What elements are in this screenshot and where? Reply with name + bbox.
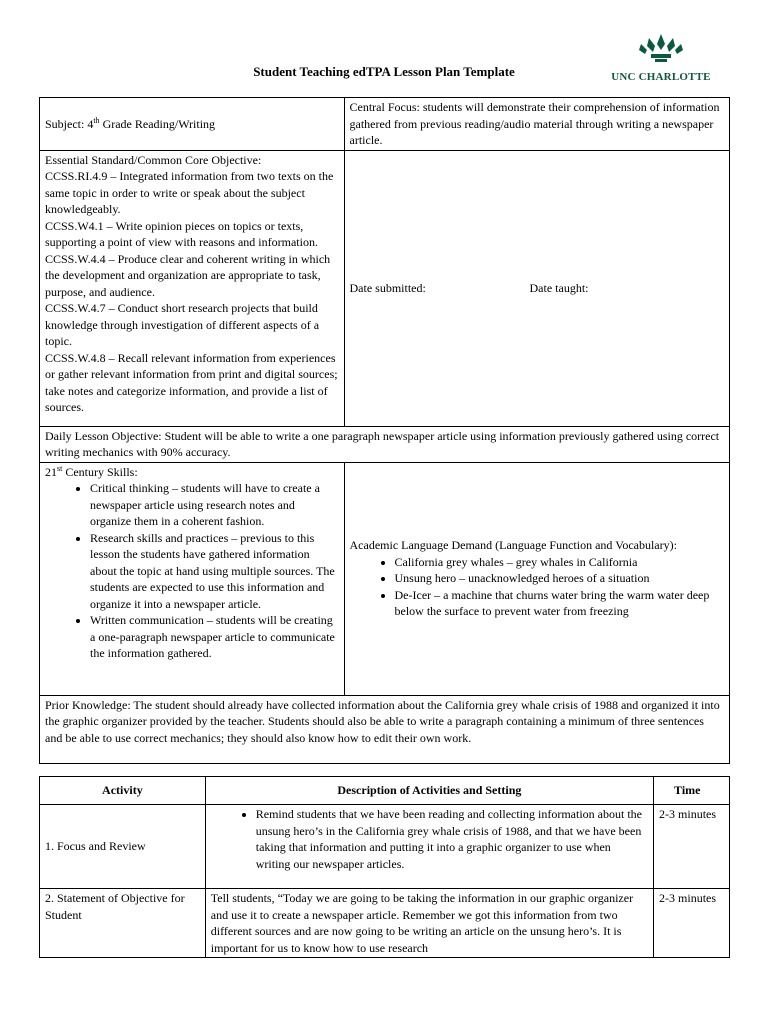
standards-cell	[40, 150, 345, 426]
standard-item: CCSS.W.4.4 – Produce clear and coherent writing in which the development and organization are appropriate to task, purpose, and audience.	[45, 251, 331, 299]
description-header: Description of Activities and Setting	[205, 777, 653, 805]
academic-language-cell	[344, 462, 729, 695]
academic-heading: Academic Language Demand (Language Function and Vocabulary):	[349, 538, 677, 553]
activity-header: Activity	[40, 777, 206, 805]
lesson-plan-table	[39, 97, 730, 764]
activities-table	[39, 776, 730, 958]
logo-text: UNC CHARLOTTE	[611, 71, 711, 83]
skill-item: • Research skills and practices – previous to this lesson the students have gathered information about the topic at hand using multiple sources. The students are expected to use this information and organize it into a newspaper article.	[90, 530, 339, 613]
academic-item: • California grey whales – grey whales in California	[395, 554, 724, 571]
standard-item: CCSS.W.4.7 – Conduct short research projects that build knowledge through investigation of different aspects of a topic.	[45, 301, 320, 348]
standard-item: CCSS.W4.1 – Write opinion pieces on topics or texts, supporting a point of view with reasons and information.	[45, 218, 318, 249]
prior-knowledge-cell: Prior Knowledge: The student should already have collected information about the California grey whale crisis of 1988 and organized it into the graphic organizer provided by the teacher. Students should also be able to write a paragraph containing a minimum of three sentences and be able to use correct mechanics; they should also know how to edit their own work.	[40, 695, 730, 763]
standard-item: CCSS.W.4.8 – Recall relevant information from experiences or gather relevant information from print and digital sources; take notes and categorize information, and provide a list of sources.	[45, 350, 338, 414]
time-header: Time	[654, 777, 730, 805]
skill-item: • Critical thinking – students will have to create a newspaper article using research notes and organize them in a coherent fashion.	[90, 480, 339, 530]
skills-sup: st	[57, 463, 63, 473]
daily-objective-cell: Daily Lesson Objective: Student will be able to write a one paragraph newspaper article using information previously gathered using correct writing mechanics with 90% accuracy.	[40, 426, 730, 462]
skills-rest: Century Skills:	[62, 464, 138, 479]
skill-item: • Written communication – students will be creating a one-paragraph newspaper article to communicate the information gathered.	[90, 612, 339, 662]
skills-prefix: 21	[45, 464, 57, 479]
subject-prefix: Subject: 4	[45, 116, 94, 131]
standards-heading: Essential Standard/Common Core Objective:	[45, 152, 262, 167]
description-cell: Tell students, “Today we are going to be taking the information in our graphic organizer and use it to create a newspaper article. Remember we got this information from two different sources and are now going to be writing an article on the unsung hero’s. It is important for us to know how to use research	[205, 889, 653, 958]
skills-list	[45, 480, 339, 662]
date-submitted-label: Date submitted:	[349, 280, 426, 295]
description-list	[211, 806, 648, 872]
subject-cell	[40, 98, 345, 151]
subject-rest: Grade Reading/Writing	[99, 116, 216, 131]
time-cell: 2-3 minutes	[654, 889, 730, 958]
page-title: Student Teaching edTPA Lesson Plan Template	[253, 64, 515, 79]
subject-sup: th	[93, 115, 100, 125]
time-cell: 2-3 minutes	[654, 805, 730, 889]
central-focus-cell: Central Focus: students will demonstrate their comprehension of information gathered from previous reading/audio material through writing a newspaper article.	[344, 98, 729, 151]
skills-cell	[40, 462, 345, 695]
description-cell	[205, 805, 653, 889]
standard-item: CCSS.RI.4.9 – Integrated information from two texts on the same topic in order to write or speak about the subject knowledgeably.	[45, 169, 334, 216]
academic-item: • Unsung hero – unacknowledged heroes of a situation	[395, 570, 724, 587]
dates-cell	[344, 150, 729, 426]
activity-cell: 1. Focus and Review	[40, 805, 206, 889]
date-taught-label: Date taught:	[529, 280, 589, 295]
activity-cell	[40, 889, 206, 958]
unc-charlotte-crown-icon	[637, 30, 685, 64]
activity-label: 2. Statement of Objective for Student	[45, 891, 185, 922]
skills-heading	[45, 464, 339, 481]
academic-list	[350, 554, 724, 620]
academic-item: • De-Icer – a machine that churns water bring the warm water deep below the surface to prevent water from freezing	[395, 587, 724, 620]
description-item: • Remind students that we have been reading and collecting information about the unsung hero’s in the California grey whale crisis of 1988, and that we have been taking that information and putting it into a graphic organizer to use when writing our newspaper articles.	[256, 806, 648, 872]
